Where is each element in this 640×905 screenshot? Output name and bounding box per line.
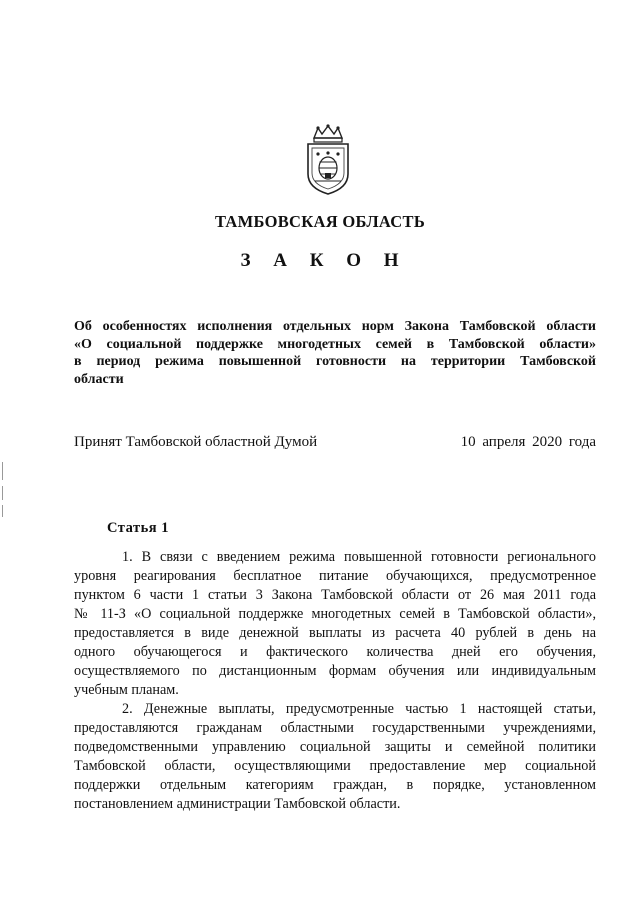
title-line: «О социальной поддержке многодетных семей в Тамбовской области» [74, 336, 596, 352]
paragraph-line: постановлением администрации Тамбовской области. [74, 796, 401, 812]
title-line: в период режима повышенной готовности на территории Тамбовской [74, 354, 596, 369]
document-type: З А К О Н [240, 250, 408, 271]
paragraph-line: осуществляемого по дистанционным формам обучения или индивидуальным [74, 663, 596, 679]
adopted-by: Принят Тамбовской областной Думой [74, 434, 318, 450]
scan-mark [2, 505, 3, 517]
paragraph-line: 1. В связи с введением режима повышенной готовности регионального [122, 549, 596, 565]
paragraph-line: № 11-З «О социальной поддержке многодетных семей в Тамбовской области», [74, 606, 596, 622]
paragraph-line: учебным планам. [74, 682, 179, 698]
scan-mark [2, 486, 3, 500]
coat-of-arms-icon [300, 124, 356, 196]
scan-mark [2, 462, 3, 480]
article-body [74, 548, 596, 814]
region-name: ТАМБОВСКАЯ ОБЛАСТЬ [214, 212, 426, 231]
paragraph-line: предоставляется в виде денежной выплаты из расчета 40 рублей в день на [74, 625, 596, 641]
article-heading: Статья 1 [107, 520, 169, 536]
paragraph-line: уровня реагирования бесплатное питание обучающихся, предусмотренное [74, 568, 596, 584]
paragraph-line: подведомственными управлению социальной защиты и семейной политики [74, 739, 596, 755]
paragraph-line: поддержки отдельным категориям граждан, в порядке, установленном [74, 777, 596, 793]
paragraph-line: пунктом 6 части 1 статьи 3 Закона Тамбовской области от 26 мая 2011 года [74, 587, 596, 603]
title-line: области [74, 371, 124, 387]
paragraph-line: 2. Денежные выплаты, предусмотренные частью 1 настоящей статьи, [122, 701, 596, 717]
paragraph-line: Тамбовской области, осуществляющими предоставление мер социальной [74, 758, 596, 774]
paragraph-line: предоставляются гражданам областными государственными учреждениями, [74, 720, 596, 736]
title-line: Об особенностях исполнения отдельных норм Закона Тамбовской области [74, 319, 596, 334]
paragraph-line: одного обучающегося и фактического количества дней его обучения, [74, 644, 596, 660]
law-title [74, 318, 596, 388]
adoption-date: 10 апреля 2020 года [460, 434, 596, 450]
